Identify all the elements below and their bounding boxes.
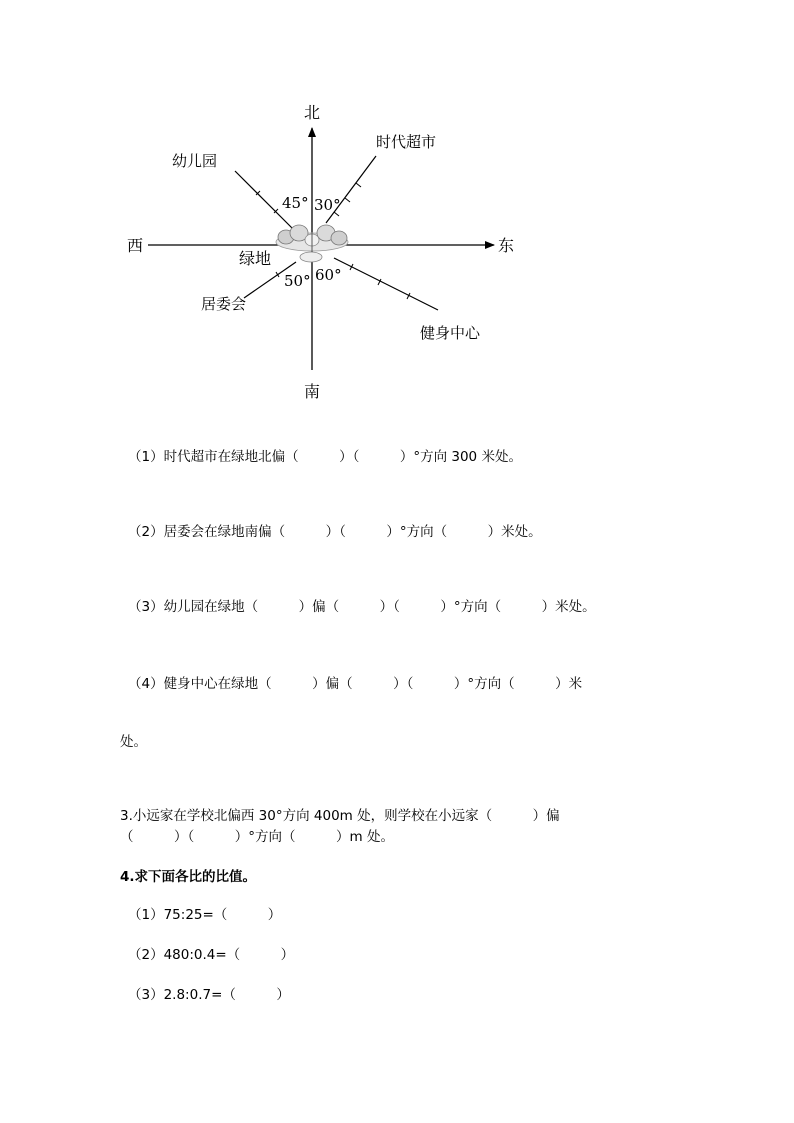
label-juwei: 居委会 (201, 295, 247, 313)
tick (345, 198, 350, 202)
east-label: 东 (498, 236, 515, 255)
south-label: 南 (304, 382, 321, 401)
problem-4-item-2: （2）480:0.4=（ ） (128, 947, 295, 963)
problem-3-line2: （ ）（ ）°方向（ ）m 处。 (120, 829, 394, 845)
problem-4-item-1: （1）75:25=（ ） (128, 907, 282, 923)
label-shidai: 时代超市 (376, 133, 437, 151)
question-4-line2: 处。 (120, 734, 147, 750)
question-3: （3）幼儿园在绿地（ ）偏（ ）（ ）°方向（ ）米处。 (128, 599, 596, 615)
question-2: （2）居委会在绿地南偏（ ）（ ）°方向（ ）米处。 (128, 524, 542, 540)
angle-nw: 45° (282, 194, 309, 212)
angle-ne: 30° (314, 196, 341, 214)
angle-se: 60° (315, 266, 342, 284)
compass-diagram (0, 0, 794, 420)
question-4-line1: （4）健身中心在绿地（ ）偏（ ）（ ）°方向（ ）米 (128, 676, 583, 692)
west-label: 西 (127, 236, 144, 255)
label-jianshen: 健身中心 (420, 324, 481, 342)
label-youer: 幼儿园 (172, 152, 218, 170)
angle-sw: 50° (284, 272, 311, 290)
north-label: 北 (304, 103, 321, 122)
question-1: （1）时代超市在绿地北偏（ ）（ ）°方向 300 米处。 (128, 449, 522, 465)
tick (356, 183, 361, 187)
problem-4-title: 4.求下面各比的比值。 (120, 869, 257, 885)
problem-4-item-3: （3）2.8:0.7=（ ） (128, 987, 290, 1003)
ray-jianshen (334, 258, 438, 310)
problem-3-line1: 3.小远家在学校北偏西 30°方向 400m 处，则学校在小远家（ ）偏 (120, 808, 560, 824)
center-label: 绿地 (239, 249, 272, 268)
